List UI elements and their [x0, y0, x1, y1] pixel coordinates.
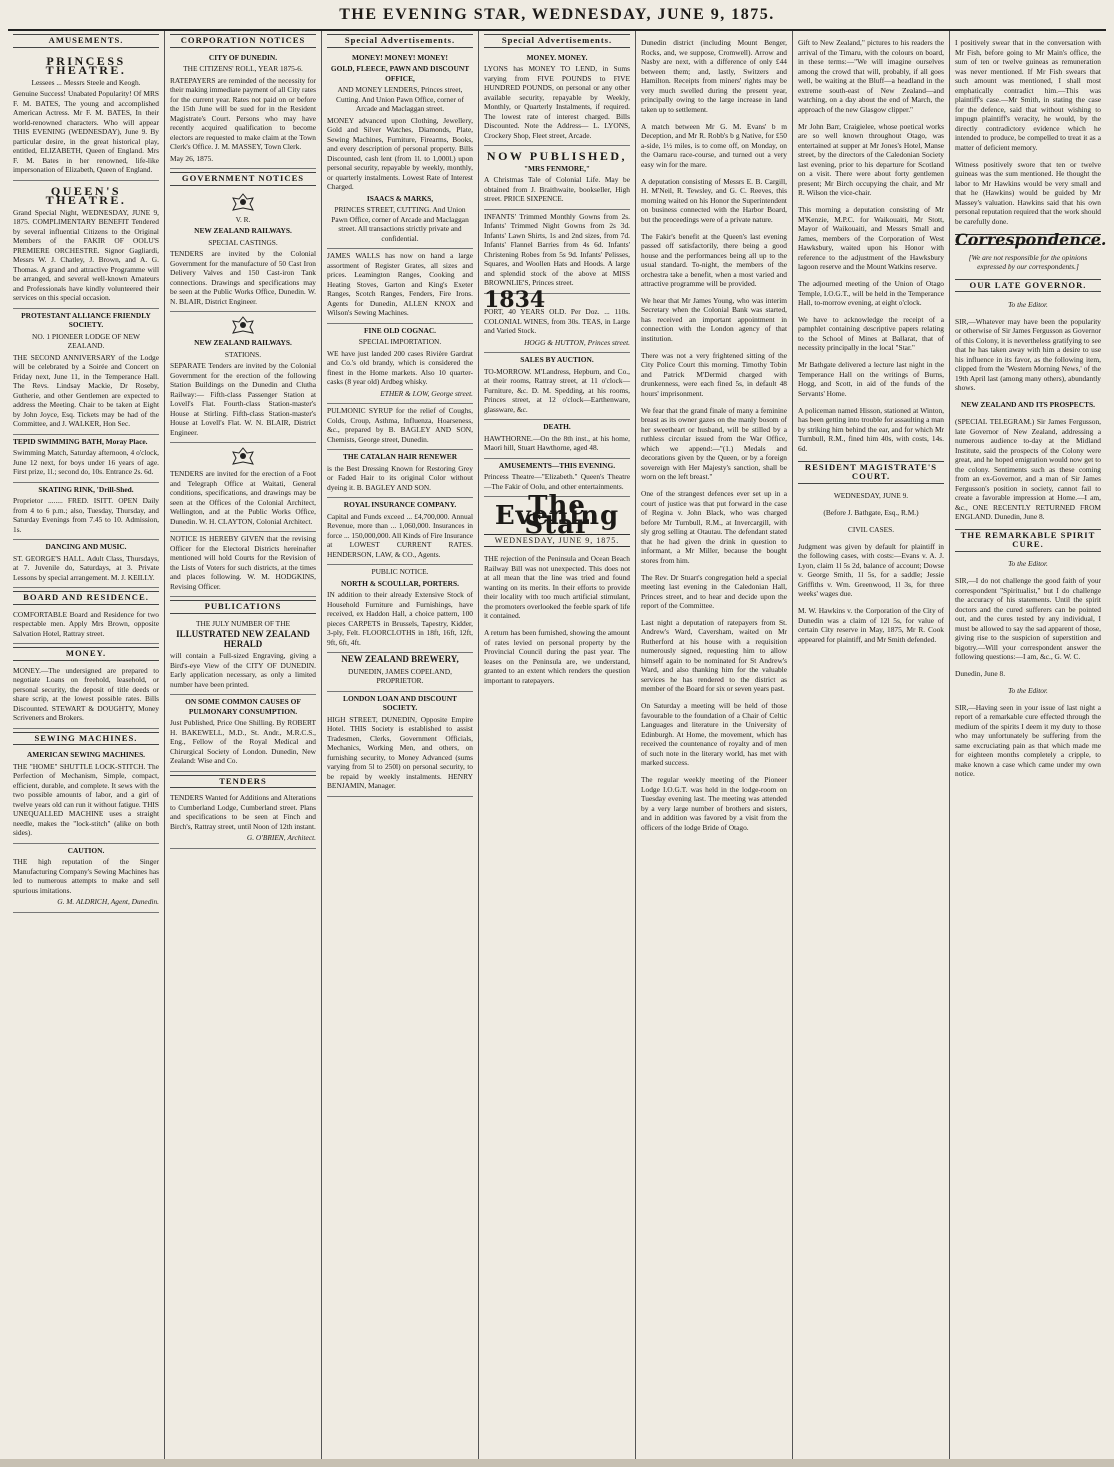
ad-james-walls [327, 249, 473, 324]
news-paragraph: Judgment was given by default for plaintiff in the following cases, with costs:—Evans v. A. J. Lyon, claim 1l 5s 2d, balance of account; Dowse v. George Smith, 1l 5s, for a saddle; Jessie Griffiths v. Wm. Greenwood, 1l 3s, for three weeks' wages due. [798, 541, 944, 599]
notice-title: NEW ZEALAND RAILWAYS. [194, 226, 292, 235]
letter-body: SIR,—Having seen in your issue of last night a report of a remarkable cure effected through the medium of the spirits I deem it my duty to those who may unfortunately be suffering from the same excruciating pain as that which made me for eighteen months completely a cripple, to make known a case which came under my own notice. [955, 702, 1101, 779]
royal-arms-icon [170, 316, 316, 336]
letter-salutation: To the Editor. [1008, 299, 1048, 309]
notice-stations [170, 312, 316, 443]
ad-body: Grand Special Night, WEDNESDAY, JUNE 9, 1875. COMPLIMENTARY BENEFIT Tendered by several influential Citizens to the Original Members of the FAKIR OF OOLU'S PREMIERE ORCHESTRE. Signor Gagliardi, Messrs W. J. Chatley, J. Brown, and A. G. Thomas. A grand and attractive Programme will be arranged, and several well-known Amateurs and Professionals have kindly volunteered their services on this special occasion. [13, 207, 159, 302]
ad-subtitle: SPECIAL IMPORTATION. [358, 337, 442, 346]
news-paragraph: A match between Mr G. M. Evans' b m Deception, and Mr R. Robb's b g Native, for £50 a-side, 1½ miles, is to come off, on Monday, on the Oamaru race-course, and turned out a very easy win for the mare. [641, 121, 787, 169]
ad-subtitle: AMERICAN SEWING MACHINES. [26, 750, 146, 759]
ad-body: Genuine Success! Unabated Popularity! Of MRS F. M. BATES, The young and accomplished American Actress. Mr F. M. BATES, In their world-renowned characters. Who will appear THIS EVENING (WEDNESDAY), June 9. By particular desire, in the great historical play, entitled, ELIZABETH, Queen of England. Mrs F. M. Bates in her renowned, life-like impersonation of Elizabeth, Queen of England. [13, 89, 159, 174]
section-title: DEATH. [543, 422, 571, 431]
ad-body: PORT, 40 YEARS OLD. Per Doz. ... 110s. COLONIAL WINES, from 30s. TEAS, in Large and Varied Stock. [484, 307, 630, 335]
ad-title: CAUTION. [67, 845, 105, 855]
sales-by-auction [484, 353, 630, 420]
ad-title: DANCING AND MUSIC. [45, 542, 127, 551]
ad-consumption-book [170, 695, 316, 772]
royal-cipher: V. R. [235, 214, 251, 224]
columns [8, 31, 1106, 1461]
column-7 [950, 31, 1106, 1461]
ad-lyons [484, 51, 630, 147]
news-paragraph: Mr Bathgate delivered a lecture last night in the Temperance Hall on the writings of Burns, Hogg, and Scott, in aid of the funds of the Servants' Home. [798, 360, 944, 398]
ad-port-wine [484, 286, 630, 354]
editorial-paragraph: A return has been furnished, showing the amount of rates levied on personal property by the Provincial Council during the past year. The leases on the Peninsula are, we understand, granted to an extent which renders the question important to ratepayers. [484, 628, 630, 685]
notice-body: RATEPAYERS are reminded of the necessity for their making immediate payment of all City rates for the current year. Rates not paid on or before the 15th June will be sued for in the Resident Magistrate's Court. Persons who may have recently acquired qualification to become electors are requested to make claim at the Town Clerk's Office. J. M. MASSEY, Town Clerk. [170, 75, 316, 151]
ad-subtitle: "MRS FENMORE," [523, 163, 591, 173]
section-title: SALES BY AUCTION. [520, 355, 594, 364]
ad-tenders [170, 791, 316, 849]
ad-body: will contain a Full-sized Engraving, giving a Bird's-eye View of the CITY OF DUNEDIN. Early application necessary, as only a limited number have been printed. [170, 651, 316, 689]
news-paragraph: We hear that Mr James Young, who was interim Secretary when the Colonial Bank was started, has received an important appointment in connection with the London agency of that institution. [641, 295, 787, 343]
death-notice [484, 420, 630, 459]
ad-board [13, 608, 159, 645]
section-heading: Special Advertisements. [484, 34, 630, 48]
letter-subheading: NEW ZEALAND AND ITS PROSPECTS. [961, 400, 1095, 410]
ad-title: GOLD, FLEECE, PAWN AND DISCOUNT OFFICE, [330, 64, 470, 83]
ad-title: LONDON LOAN AND DISCOUNT SOCIETY. [343, 693, 457, 712]
page-header: THE EVENING STAR, WEDNESDAY, JUNE 9, 1875. [8, 6, 1106, 31]
ad-signature: HOGG & HUTTON, Princes street. [524, 337, 630, 347]
notice-title: NEW ZEALAND RAILWAYS. [194, 338, 292, 347]
notice-body: TENDERS are invited by the Colonial Government for the manufacture of 50 Cast Iron Delivery Valves and 150 Cast-iron Tank connections. Drawings and specifications may be seen at the Public Works Office, Dunedin. W. N. BLAIR, District Engineer. [170, 249, 316, 306]
section-heading: BOARD AND RESIDENCE. [13, 591, 159, 605]
news-paragraph: On Saturday a meeting will be held of those favourable to the foundation of a Chair of Celtic Languages and literature in the University of Edinburgh. At Home, the movement, which has received the countenance of royalty and of men of such note in the literary world, has met with marked success. [641, 701, 787, 768]
ad-body: TENDERS Wanted for Additions and Alterations to Cumberland Lodge, Cumberland street. Plans and specifications to be seen at Finch and Birch's, Rattray street, until Noon of 12th instant. [170, 793, 316, 831]
ad-body: MONEY.—The undersigned are prepared to negotiate Loans on freehold, leasehold, or personal security, the deposit of title deeds or share scrip, at the lowest possible rates. Bills Discounted. STEWART & DOUGHTY, Money Scriveners and Brokers. [13, 665, 159, 722]
notice-body: SEPARATE Tenders are invited by the Colonial Government for the erection of the following Station Buildings on the Dunedin and Clutha Railway:— Fifth-class Passenger Station at Lovell's Flat. Fourth-class Station-master's House at Stirling. Fifth-class Station-master's House at Lovell's Flat. W. N. BLAIR, District Engineer. [170, 361, 316, 437]
news-paragraph: One of the strangest defences ever set up in a court of justice was that put forward in the case of Regina v. John Black, who was charged before Mr Turnbull, R.M., at Invercargill, with sly grog selling at Otautau. The defendant stated that he had given the drink in question to informant, a Mr Miller, because the bought stores from him. [641, 489, 787, 565]
ad-kicker: MONEY. MONEY. [526, 52, 588, 62]
news-paragraph: We have to acknowledge the receipt of a pamphlet containing descriptive papers relating to the School of Mines at Ballarat, that of necessity principally in the local "Star." [798, 314, 944, 353]
masthead-title: The Evening Star [494, 491, 620, 540]
ad-title: TEPID SWIMMING BATH, Moray Place. [13, 436, 148, 446]
ad-signature: ETHER & LOW, George street. [380, 388, 473, 398]
ad-now-published [484, 146, 630, 210]
news-paragraph: There was not a very frightened sitting of the City Police Court this morning. Timothy Tobin and Patrick M'Dermid charged with drunkenness, were each fined 5s, in default 48 hours' imprisonment. [641, 350, 787, 398]
ad-body: is the Best Dressing Known for Restoring Grey or Faded Hair to its original Color without dyeing it. B. BAGLEY AND SON. [327, 463, 473, 492]
notice-city: CITY OF DUNEDIN. [208, 52, 278, 62]
correspondence-heading: Correspondence. [955, 229, 1106, 249]
news-paragraph: Witness positively swore that ten or twelve guineas was the sum mentioned. He thought the labor to Mr Hawkins would be very small and that he (Hawkins) would be guided by Mr Massey's valuation. Hawkins said that his own personal reputation required that the work should be carefully done. [955, 159, 1101, 226]
news-paragraph: We fear that the grand finale of many a feminine breast as its owner gazes on the manly bosom of her sweetheart or husband, will be stilled by a ruthless circular issued from the War Office, which we append:—"(1.) Medals and decorations given by the Queen, or by a foreign sovereign with Her Majesty's sanction, shall be worn on the left breast." [641, 405, 787, 482]
ad-subtitle: Lessees ... Messrs Steele and Keogh. [31, 77, 141, 87]
news-paragraph: The Fakir's benefit at the Queen's last evening passed off satisfactorily, there being a good house and the performances being all up to the usual standard. To-night, the members of the orchestra take a benefit, when a most varied and attractive programme will be provided. [641, 231, 787, 289]
ad-body: A Christmas Tale of Colonial Life. May be obtained from J. Braithwaite, bookseller, High street. PRICE SIXPENCE. [484, 175, 630, 203]
notice-subtitle: SPECIAL CASTINGS. [208, 237, 278, 247]
letter-body: SIR,—I do not challenge the good faith of your correspondent "Spiritualist," but I do challenge the accuracy of his statements. Until the spirit doctors and the cured sufferers can be pointed out, and the cures tested by any individual, I must be allowed to say the sad apparent of those, giving rise to the suspicion of superstition and bigotry.—Will your correspondent answer the following questions:—I am, &c., G. W. C. [955, 576, 1101, 662]
news-paragraph: A policeman named Hisson, stationed at Winton, has been getting into trouble for assaulting a man by striking him behind the ear, and for which Mr Turnbull, R.M., fined him 40s, with costs, 14s. 6d. [798, 405, 944, 453]
news-paragraph: The Rev. Dr Stuart's congregation held a special meeting last evening in the Caledonian Hall, Princes street, and to hear and decide upon the report of the Committee. [641, 572, 787, 611]
ad-title: PRINCESS THEATRE. [45, 53, 127, 77]
ad-protestant-alliance [13, 309, 159, 435]
letter-date: Dunedin, June 8. [955, 669, 1006, 679]
ad-signature: G. O'BRIEN, Architect. [246, 833, 316, 842]
ad-body: JAMES WALLS has now on hand a large assortment of Register Grates, all sizes and prices. Leamington Ranges, Cooking and Heating Stoves, Garton and King's Exeter Ranges, Scotch Ranges, Fenders, Fire Irons. Agents for Dunedin, ALLEN KNOX and Wilson's Sewing Machines. [327, 251, 473, 317]
page-bottom-edge [0, 1459, 1114, 1467]
ad-subtitle: NO. 1 PIONEER LODGE OF NEW ZEALAND. [32, 331, 140, 350]
notice-telegraph-office [170, 443, 316, 532]
ad-cognac [327, 324, 473, 405]
column-5 [636, 31, 793, 1461]
letter-body: (SPECIAL TELEGRAM.) Sir James Fergusson, late Governor of New Zealand, addressing a numerous audience to-day at the Midland Institute, said the prospects of the Colony were great, and he hoped emigration would now get to the colony. Sentiments such as these coming from an ex-Governor, and a man of Sir James Fergusson's position in society, cannot fail to create a favorable impression at Home.—I am, &c., ONE RECENTLY RETURNED FROM ENGLAND. Dunedin, June 8. [955, 417, 1101, 522]
ad-body: LYONS has MONEY TO LEND, in Sums varying from FIVE POUNDS to FIVE HUNDRED POUNDS, on personal or any other available security, repayable by Weekly, Monthly, or Quarterly Instalments, if required. The lowest rate of interest charged. Bills Discounted. Note the Address— L. LYONS, Crockery Shop, Fleet street, Arcade. [484, 64, 630, 140]
column-3 [322, 31, 479, 1461]
ad-dancing [13, 540, 159, 588]
ad-north-scoullar [327, 565, 473, 653]
ad-signature: ISAACS & MARKS, [366, 193, 434, 203]
ad-title: FINE OLD COGNAC. [363, 325, 437, 335]
column-6 [793, 31, 950, 1461]
column-2 [165, 31, 322, 1461]
section-heading: Special Advertisements. [327, 34, 473, 48]
news-paragraph: Gift to New Zealand," pictures to his readers the arrival of the Timaru, with the colours on board, in these terms:—"We will imagine ourselves among the crowd that will, probably, if all goes well, be waiting at the Bluff—a headland in the extreme south-east of New Zealand—and watching, on a day about the end of March, the approach of the new Glasgow clipper." [798, 38, 944, 114]
ad-body: Swimming Match, Saturday afternoon, 4 o'clock, June 12 next, for boys under 16 years of age. First prize, 1l.; second do, 10s. Entrance 2s. 6d. [13, 448, 159, 476]
ad-signature: G. M. ALDRICH, Agent, Dunedin. [57, 897, 159, 906]
ad-pulmonic-syrup [327, 404, 473, 450]
section-heading: TENDERS [170, 775, 316, 789]
notice-body: TENDERS are invited for the erection of a Foot and Telegraph Office at Waitati, General conditions, specifications, and drawings may be seen at the Offices of the Colonial Architect, Wellington, and at the Public Works Office, Dunedin. W. H. CLAYTON, Colonial Architect. [170, 469, 316, 526]
royal-arms-icon [170, 193, 316, 213]
ad-title: PROTESTANT ALLIANCE FRIENDLY SOCIETY. [21, 310, 151, 329]
court-before: (Before J. Bathgate, Esq., R.M.) [823, 507, 919, 517]
letter-heading: THE REMARKABLE SPIRIT CURE. [955, 529, 1101, 552]
royal-arms-icon [170, 447, 316, 467]
section-heading: RESIDENT MAGISTRATE'S COURT. [798, 461, 944, 484]
ad-body: HIGH STREET, DUNEDIN, Opposite Empire Hotel. THIS Society is established to assist Tradesmen, Clerks, Government Officials, Mechanics, Working Men, and others, on furnishing security, to Money Advanced (sums varying from 5l to 250l) on personal security, to be repaid by weekly instalments. HENRY BENJAMIN, Manager. [327, 714, 473, 790]
ad-body: THE "HOME" SHUTTLE LOCK-STITCH. The Perfection of Mechanism, Simple, compact, efficient, durable, and complete. It sews with the two possible amounts of labor, and a girl of twelve years old can run it without fatigue. THIS UNEQUALLED MACHINE uses a straight needle, makes the "lock-stitch" (alike on both sides). [13, 761, 159, 837]
section-heading: AMUSEMENTS. [13, 34, 159, 48]
news-paragraph: The adjourned meeting of the Union of Otago Temple, I.O.G.T., will be held in the Temperance Hall, to-morrow evening, at eight o'clock. [798, 279, 944, 308]
ad-body: ST. GEORGE'S HALL. Adult Class, Thursdays, at 7. Juvenile do, Saturdays, at 3. Private Lessons by special arrangement. M. J. KEILLY. [13, 553, 159, 582]
notice-title: THE CITIZENS' ROLL, YEAR 1875-6. [183, 64, 303, 73]
ad-body: MONEY advanced upon Clothing, Jewellery, Gold and Silver Watches, Diamonds, Plate, Sewing Machines, Furniture, Firearms, Books, and every description of personal property. Bills Discounted, cash lent (from 1l. to 1,000l.) upon personal security, repayable by weekly, monthly, or quarterly instalments. Lowest Rate of Interest Charged. [327, 115, 473, 191]
section-body: TO-MORROW. M'Landress, Hepburn, and Co., at their rooms, Rattray street, at 11 o'clock—Furniture, &c. D. M. Spedding, at his rooms, Princes street, at 12 o'clock—Earthenware, glassware, &c. [484, 366, 630, 414]
ad-skating-rink [13, 483, 159, 541]
editorial-paragraph: THE rejection of the Peninsula and Ocean Beach Railway Bill was not unexpected. This does not at all mean that the line was tried and found wanting on its merits. In their efforts to provide their locality with too much artificial stimulant, the promoters overlooked the feeble spark of life it contained. [484, 554, 630, 621]
ad-body: PRINCES STREET, CUTTING. And Union Pawn Office, corner of Arcade and Maclaggan street. All transactions strictly private and confidential. [331, 205, 469, 243]
editorial-masthead [484, 491, 630, 547]
court-date: WEDNESDAY, JUNE 9. [833, 491, 909, 501]
ad-royal-insurance [327, 498, 473, 565]
notice-date: May 26, 1875. [170, 153, 214, 163]
ad-title: ROYAL INSURANCE COMPANY. [343, 500, 457, 509]
news-paragraph: M. W. Hawkins v. the Corporation of the City of Dunedin was a claim of 12l 5s, for value of certain City reserve in May, 1875, Mr R. Cook appeared for plaintiff, and Mr Smith defended. [798, 606, 944, 644]
masthead-date: WEDNESDAY, JUNE 9, 1875. [484, 534, 630, 548]
notice-revision [170, 532, 316, 597]
notice-subtitle: STATIONS. [224, 349, 262, 359]
ad-title: ON SOME COMMON CAUSES OF PULMONARY CONSUMPTION. [185, 697, 301, 716]
ad-body: Proprietor ........ FRED. ISITT. OPEN Daily from 4 to 6 p.m.; also, Tuesday, Thursday, and Saturday Evenings from 7.45 to 10. Admission, 1s. [13, 496, 159, 534]
ad-title: QUEEN'S THEATRE. [45, 183, 127, 207]
letter-heading: OUR LATE GOVERNOR. [955, 279, 1101, 293]
ad-infants [484, 210, 630, 294]
ad-body: Capital and Funds exceed ... £4,700,000. Annual Revenue, more than ... 1,060,000. Insurances in force ... 150,000,000. All Kinds of Fire Insurance at LOWEST CURRENT RATES. HENDERSON, LAW, & CO., Agents. [327, 511, 473, 559]
notice-body: NOTICE IS HEREBY GIVEN that the revising Officer for the Electoral Districts hereinafter mentioned will hold Courts for the Revision of the Lists of Voters for such districts, at the times and places following. W. M. HODGKINS, Revising Officer. [170, 534, 316, 591]
ad-princess-theatre [13, 51, 159, 181]
ad-sewing [13, 748, 159, 844]
notice-castings [170, 189, 316, 313]
section-heading: GOVERNMENT NOTICES [170, 172, 316, 186]
ad-title: NOW PUBLISHED, [486, 149, 628, 163]
notice-citizens-roll [170, 51, 316, 170]
ad-body: THE high reputation of the Singer Manufacturing Company's Sewing Machines has led to numerous attempts to make and sell spurious imitations. [13, 857, 159, 895]
section-heading: MONEY. [13, 647, 159, 661]
letter-salutation: To the Editor. [1008, 559, 1048, 569]
news-paragraph: I positively swear that in the conversation with Mr Fish, before going to Mr Main's office, the sum of ten or twelve guineas as remuneration was never mentioned. If Mr Fish swears that such amount was mentioned, I shall most emphatically contradict him.—This was plaintiff's case.—Mr Smith, in stating the case for the defence, said that without wishing to impugn plaintiff's veracity, he would, by the directly contradictory evidence which he intended to produce, be compelled to treat it as a matter of deficient memory. [955, 38, 1101, 152]
section-body: HAWTHORNE.—On the 8th inst., at his home, Maori hill, Stuart Hawthorne, aged 48. [484, 433, 630, 452]
letter-body: SIR,—Whatever may have been the popularity or otherwise of Sir James Fergusson as Governor of this Colony, it is nevertheless gratifying to see that he has taken away with him a desire to use his influence in its favor, as the following item, clipped from the 'Western Morning News,' of the 19th April last (among many others), abundantly shows. [955, 316, 1101, 393]
ad-year: 1834 [484, 286, 546, 313]
ad-kicker: MONEY! MONEY! MONEY! [351, 52, 449, 62]
ad-body: COMFORTABLE Board and Residence for two respectable men. Apply Mrs Brown, opposite Salvation Hotel, Rattray street. [13, 609, 159, 638]
ad-title: THE CATALAN HAIR RENEWER [342, 452, 458, 461]
news-paragraph: Dunedin district (including Mount Benger, Rocks, and, we suppose, Cromwell). Arrow and Nasby are next, with a difference of only £44 between them; and, lastly, Switzers and Hamilton. Receipts from miners' rights may be very much swelled during the present year, principally owing to the large increase in land taken up to settlement. [641, 38, 787, 114]
ad-subtitle: AND MONEY LENDERS, Princes street, Cutting. And Union Pawn Office, corner of Arcade and Maclaggan street. [336, 85, 464, 113]
letter-salutation: To the Editor. [1008, 685, 1048, 695]
section-heading: SEWING MACHINES. [13, 732, 159, 746]
ad-body: THE SECOND ANNIVERSARY of the Lodge will be celebrated by a Soirée and Concert on Friday next, June 11, in the Temperance Hall. The Revs. Lindsay Mackie, Dr Roseby, Gutherie, and other Gentlemen are expected to address the Meeting. Chair to be taken at Eight by John Joyce, Esq. Tickets may be had of the Committee, and J. WALKER, Hon Sec. [13, 352, 159, 428]
ad-kicker: PUBLIC NOTICE. [371, 567, 429, 576]
ad-illustrated-herald [170, 617, 316, 696]
news-paragraph: Mr John Barr, Craigielee, whose poetical works are so well known throughout Otago, was entertained at supper at Mr Jones's Hotel, Manse street, by the directors of the Caledonian Society last evening, prior to his departure for Scotland on a visit. There were about forty gentlemen present; Mr Birch occupying the chair, and Mr R. Wilson the vice-chair. [798, 121, 944, 198]
ad-caution [13, 844, 159, 913]
ad-money [13, 664, 159, 729]
column-4 [479, 31, 636, 1461]
ad-body: WE have just landed 200 cases Rivière Gardrat and Co.'s old brandy, which is considered the finest in the Home markets. Also 10 quarter-casks (8 year old) Ardbeg whisky. [327, 348, 473, 386]
section-heading: CORPORATION NOTICES [170, 34, 316, 48]
ad-body: INFANTS' Trimmed Monthly Gowns from 2s. Infants' Trimmed Night Gowns from 2s 3d. Infants' Lawn Shirts, 1s and 2nd sizes, from 7d. Infants' Flannel Barries from 4s 6d. Infants' Christening Robes from 5s 9d. Infants' Pelisses, Squares, and Woollen Hats and Hoods. A large and splendid stock of the above at MISS BROWNLIE'S, Princes street. [484, 211, 630, 287]
ad-body: IN addition to their already Extensive Stock of Household Furniture and Furnishings, have received, ex Haddon Hall, a choice pattern, 100 pieces CARPETS in Brussels, Tapestry, Kidder, 3-ply, Felt. FLOORCLOTHS in 18ft, 16ft, 12ft, 9ft, 6ft, 4ft. [327, 590, 473, 647]
section-heading: PUBLICATIONS [170, 600, 316, 614]
ad-title: ILLUSTRATED NEW ZEALAND HERALD [176, 629, 310, 649]
ad-loan-society [327, 692, 473, 797]
ad-title: NEW ZEALAND BREWERY, [341, 654, 459, 664]
ad-kicker: THE JULY NUMBER OF THE [195, 618, 291, 628]
ad-catalan [327, 450, 473, 498]
ad-title: SKATING RINK, 'Drill-Shed. [38, 484, 134, 494]
ad-swimming-bath [13, 435, 159, 483]
news-paragraph: Last night a deputation of ratepayers from St. Andrew's Ward, Caversham, waited on Mr Rutherford at his house with a requisition numerously signed, requesting him to allow himself again to be nominated for St Andrew's Ward, and also thanking him for the valuable services he has rendered to the district as member of the Board for six or seven years past. [641, 617, 787, 694]
ad-body: PULMONIC SYRUP for the relief of Coughs, Colds, Croup, Asthma, Influenza, Hoarseness, &c., prepared by B. BAGLEY AND SON, Chemists, George street, Dunedin. [327, 406, 473, 444]
ad-brewery [327, 653, 473, 692]
court-subheading: CIVIL CASES. [847, 524, 895, 534]
news-paragraph: The regular weekly meeting of the Pioneer Lodge I.O.G.T. was held in the lodge-room on Tuesday evening last. The meeting was attended by a very large number of brothers and sisters, and in addition was favored by a visit from the officers of the lodge Bride of Otago. [641, 775, 787, 832]
news-paragraph: A deputation consisting of Messrs E. B. Cargill, H. M'Neil, R. Tewsley, and G. C. Reeves, this morning waited on his Honor the Superintendent on business connected with the Harbor Board, but the proceedings were of a private nature. [641, 176, 787, 224]
ad-title: NORTH & SCOULLAR, PORTERS. [341, 578, 459, 588]
ad-body: DUNEDIN, JAMES COPELAND, PROPRIETOR. [348, 666, 452, 685]
ad-queens-theatre [13, 181, 159, 309]
news-paragraph: This morning a deputation consisting of Mr M'Kenzie, M.P.C. for Waikouaiti, Mr Stott, Mayor of Waikouaiti, and Messrs Small and James, members of the Corporation of West Hawksbury, waited upon his Honor with reference to the adjustment of the Hawksbury lagoon reserve and the Mount Watkins reserve. [798, 205, 944, 272]
section-body: Princess Theatre—"Elizabeth." Queen's Theatre—The Fakir of Oolu, and other entertainments. [484, 472, 630, 491]
ad-gold-fleece [327, 51, 473, 250]
section-title: AMUSEMENTS—THIS EVENING. [498, 460, 616, 470]
ad-body: Just Published, Price One Shilling. By ROBERT H. BAKEWELL, M.D., St. Andr., M.R.C.S., Eng., Fellow of the Royal Medical and Chirurgical Society of London. Dunedin, New Zealand: Wise and Co. [170, 718, 316, 765]
correspondence-note: [We are not responsible for the opinions expressed by our correspondents.] [968, 252, 1088, 272]
column-1 [8, 31, 165, 1461]
